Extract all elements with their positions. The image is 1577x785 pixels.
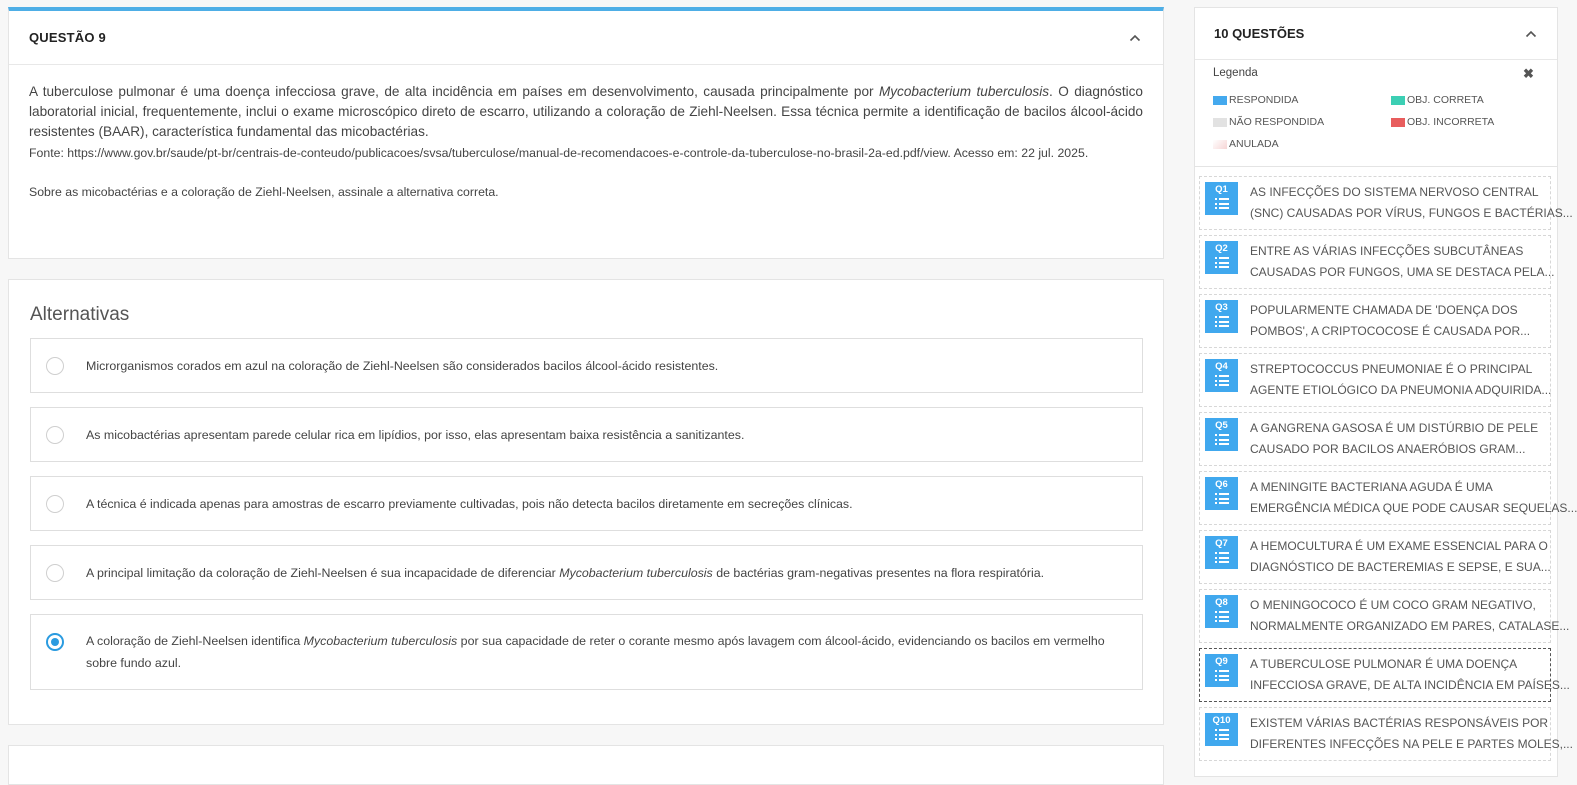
question-badge	[1205, 182, 1238, 215]
question-list-item[interactable]	[1199, 294, 1551, 348]
question-summary-line: O MENINGOCOCO É UM COCO GRAM NEGATIVO,	[1250, 598, 1536, 612]
alternative-option-3[interactable]	[30, 476, 1143, 531]
answered-swatch	[1213, 96, 1227, 105]
alternative-text: A principal limitação da coloração de Ziehl-Neelsen é sua incapacidade de diferenciar Mycobacterium tuberculosis de bactérias gram-negativas presentes na flora respiratória.	[86, 565, 1045, 580]
obj-correct-swatch	[1391, 96, 1405, 105]
question-summary	[1250, 241, 1555, 282]
question-list-item[interactable]	[1199, 176, 1573, 230]
sidebar-title: 10 QUESTÕES	[1214, 26, 1305, 41]
question-number: Q6	[1215, 479, 1228, 490]
question-number: Q3	[1215, 302, 1228, 313]
question-summary-line: DIAGNÓSTICO DE BACTEREMIAS E SEPSE, E SUA...	[1250, 559, 1551, 574]
alternative-option-2[interactable]	[30, 407, 1143, 462]
alternative-text: Microrganismos corados em azul na coloração de Ziehl-Neelsen são considerados bacilos álcool-ácido resistentes.	[86, 358, 719, 373]
legend-not-answered: NÃO RESPONDIDA	[1213, 116, 1324, 128]
radio-button-selected[interactable]	[46, 633, 64, 651]
not-answered-swatch	[1213, 118, 1227, 127]
question-summary-line: A TUBERCULOSE PULMONAR É UMA DOENÇA	[1250, 657, 1518, 671]
alternative-text: As micobactérias apresentam parede celular rica em lipídios, por isso, elas apresentam baixa resistência a sanitizantes.	[86, 427, 745, 442]
alternative-option-1[interactable]	[30, 338, 1143, 393]
question-number: Q10	[1212, 715, 1231, 726]
question-summary	[1250, 713, 1573, 754]
question-list-item[interactable]	[1199, 471, 1577, 525]
question-number: Q8	[1215, 597, 1228, 608]
alternative-text: A técnica é indicada apenas para amostras de escarro previamente cultivadas, pois não detecta bacilos diretamente em secreções clínicas.	[86, 496, 853, 511]
question-list-item[interactable]	[1199, 589, 1570, 643]
question-badge	[1205, 477, 1238, 510]
legend-title: Legenda	[1213, 67, 1258, 79]
alternative-option-5[interactable]	[30, 614, 1143, 690]
list-icon	[1215, 611, 1229, 622]
question-summary-line: POPULARMENTE CHAMADA DE 'DOENÇA DOS	[1250, 303, 1518, 317]
list-icon	[1215, 434, 1229, 445]
list-icon	[1215, 670, 1229, 681]
question-source: Fonte: https://www.gov.br/saude/pt-br/centrais-de-conteudo/publicacoes/svsa/tuberculose/manual-de-recomendacoes-e-controle-da-tuberculose-no-brasil-2a-ed.pdf/view. Acesso em: 22 jul. 2025.	[29, 146, 1089, 160]
question-summary	[1250, 477, 1577, 518]
question-card	[8, 7, 1164, 259]
chevron-up-icon[interactable]	[1523, 26, 1539, 42]
question-summary-line: DIFERENTES INFECÇÕES NA PELE E PARTES MOLES,...	[1250, 736, 1573, 751]
list-icon	[1215, 257, 1229, 268]
question-badge	[1205, 654, 1238, 687]
question-summary-line: CAUSADAS POR FUNGOS, UMA SE DESTACA PELA...	[1250, 264, 1555, 279]
close-icon[interactable]: ✖	[1523, 66, 1534, 81]
obj-incorrect-swatch	[1391, 118, 1405, 127]
legend-answered: RESPONDIDA	[1213, 94, 1298, 106]
legend-annulled: ANULADA	[1213, 138, 1279, 150]
question-summary	[1250, 300, 1542, 341]
question-number: Q1	[1215, 184, 1228, 195]
question-number: Q5	[1215, 420, 1228, 431]
question-summary-line: ENTRE AS VÁRIAS INFECÇÕES SUBCUTÂNEAS	[1250, 244, 1524, 258]
question-badge	[1205, 595, 1238, 628]
question-summary-line: (SNC) CAUSADAS POR VÍRUS, FUNGOS E BACTÉRIAS...	[1250, 205, 1573, 220]
question-summary-line: A HEMOCULTURA É UM EXAME ESSENCIAL PARA O	[1250, 539, 1548, 553]
question-badge	[1205, 241, 1238, 274]
question-badge	[1205, 300, 1238, 333]
next-card	[8, 745, 1164, 785]
question-body	[9, 65, 1163, 199]
question-badge	[1205, 359, 1238, 392]
list-icon	[1215, 375, 1229, 386]
list-icon	[1215, 729, 1229, 740]
sidebar-header[interactable]	[1195, 8, 1557, 60]
alternatives-title: Alternativas	[30, 304, 130, 325]
question-badge	[1205, 536, 1238, 569]
question-summary	[1250, 418, 1542, 459]
question-summary-line: A GANGRENA GASOSA É UM DISTÚRBIO DE PELE	[1250, 421, 1539, 435]
question-list-item[interactable]	[1199, 412, 1551, 466]
question-prompt: Sobre as micobactérias e a coloração de Ziehl-Neelsen, assinale a alternativa correta.	[29, 185, 499, 199]
question-summary	[1250, 654, 1570, 695]
question-number: Q4	[1215, 361, 1228, 372]
alternatives-card	[8, 279, 1164, 725]
radio-button[interactable]	[46, 357, 64, 375]
question-summary-line: AS INFECÇÕES DO SISTEMA NERVOSO CENTRAL	[1250, 185, 1539, 199]
chevron-up-icon[interactable]	[1127, 30, 1143, 46]
question-summary-line: CAUSADO POR BACILOS ANAERÓBIOS GRAM...	[1250, 441, 1526, 456]
question-summary-line: NORMALMENTE ORGANIZADO EM PARES, CATALASE...	[1250, 618, 1570, 633]
question-list-item[interactable]	[1199, 648, 1570, 702]
question-number: Q9	[1215, 656, 1228, 667]
question-text: A tuberculose pulmonar é uma doença infecciosa grave, de alta incidência em países em desenvolvimento, causada principalmente por Mycobacterium tuberculosis. O diagnóstico laboratorial inicial, frequentemente, inclui o exame microscópico direto de escarro, utilizando a coloração de Ziehl-Neelsen. Essa técnica permite a identificação de bacilos álcool-ácido resistentes (BAAR), característica fundamental das micobactérias.	[29, 84, 1143, 139]
question-summary-line: EXISTEM VÁRIAS BACTÉRIAS RESPONSÁVEIS POR	[1250, 716, 1549, 730]
question-number: Q2	[1215, 243, 1228, 254]
list-icon	[1215, 493, 1229, 504]
question-summary	[1250, 595, 1570, 636]
question-summary	[1250, 182, 1573, 223]
question-list-item[interactable]	[1199, 707, 1573, 761]
question-title: QUESTÃO 9	[29, 30, 106, 45]
question-list-item[interactable]	[1199, 235, 1555, 289]
question-summary-line: EMERGÊNCIA MÉDICA QUE PODE CAUSAR SEQUELAS...	[1250, 500, 1577, 515]
alternative-option-4[interactable]	[30, 545, 1143, 600]
legend-obj-correct: OBJ. CORRETA	[1391, 94, 1484, 106]
question-list-item[interactable]	[1199, 353, 1551, 407]
question-summary-line: STREPTOCOCCUS PNEUMONIAE É O PRINCIPAL	[1250, 362, 1533, 376]
radio-button[interactable]	[46, 495, 64, 513]
legend-obj-incorrect: OBJ. INCORRETA	[1391, 116, 1494, 128]
radio-button[interactable]	[46, 426, 64, 444]
list-icon	[1215, 316, 1229, 327]
question-number: Q7	[1215, 538, 1228, 549]
radio-button[interactable]	[46, 564, 64, 582]
legend-divider	[1194, 166, 1558, 167]
question-header[interactable]	[9, 11, 1163, 65]
question-summary	[1250, 359, 1552, 400]
question-summary-line: INFECCIOSA GRAVE, DE ALTA INCIDÊNCIA EM PAÍSES...	[1250, 677, 1570, 692]
question-badge	[1205, 418, 1238, 451]
question-summary-line: AGENTE ETIOLÓGICO DA PNEUMONIA ADQUIRIDA...	[1250, 382, 1552, 397]
alternative-text: A coloração de Ziehl-Neelsen identifica Mycobacterium tuberculosis por sua capacidade de reter o corante mesmo após lavagem com álcool-ácido, evidenciando os bacilos em vermelho sobre fundo azul.	[86, 634, 1105, 670]
annulled-swatch	[1213, 140, 1227, 149]
question-summary	[1250, 536, 1551, 577]
question-summary-line: POMBOS', A CRIPTOCOCOSE É CAUSADA POR...	[1250, 323, 1531, 338]
question-list-item[interactable]	[1199, 530, 1551, 584]
list-icon	[1215, 198, 1229, 209]
list-icon	[1215, 552, 1229, 563]
question-badge	[1205, 713, 1238, 746]
question-summary-line: A MENINGITE BACTERIANA AGUDA É UMA	[1250, 480, 1493, 494]
